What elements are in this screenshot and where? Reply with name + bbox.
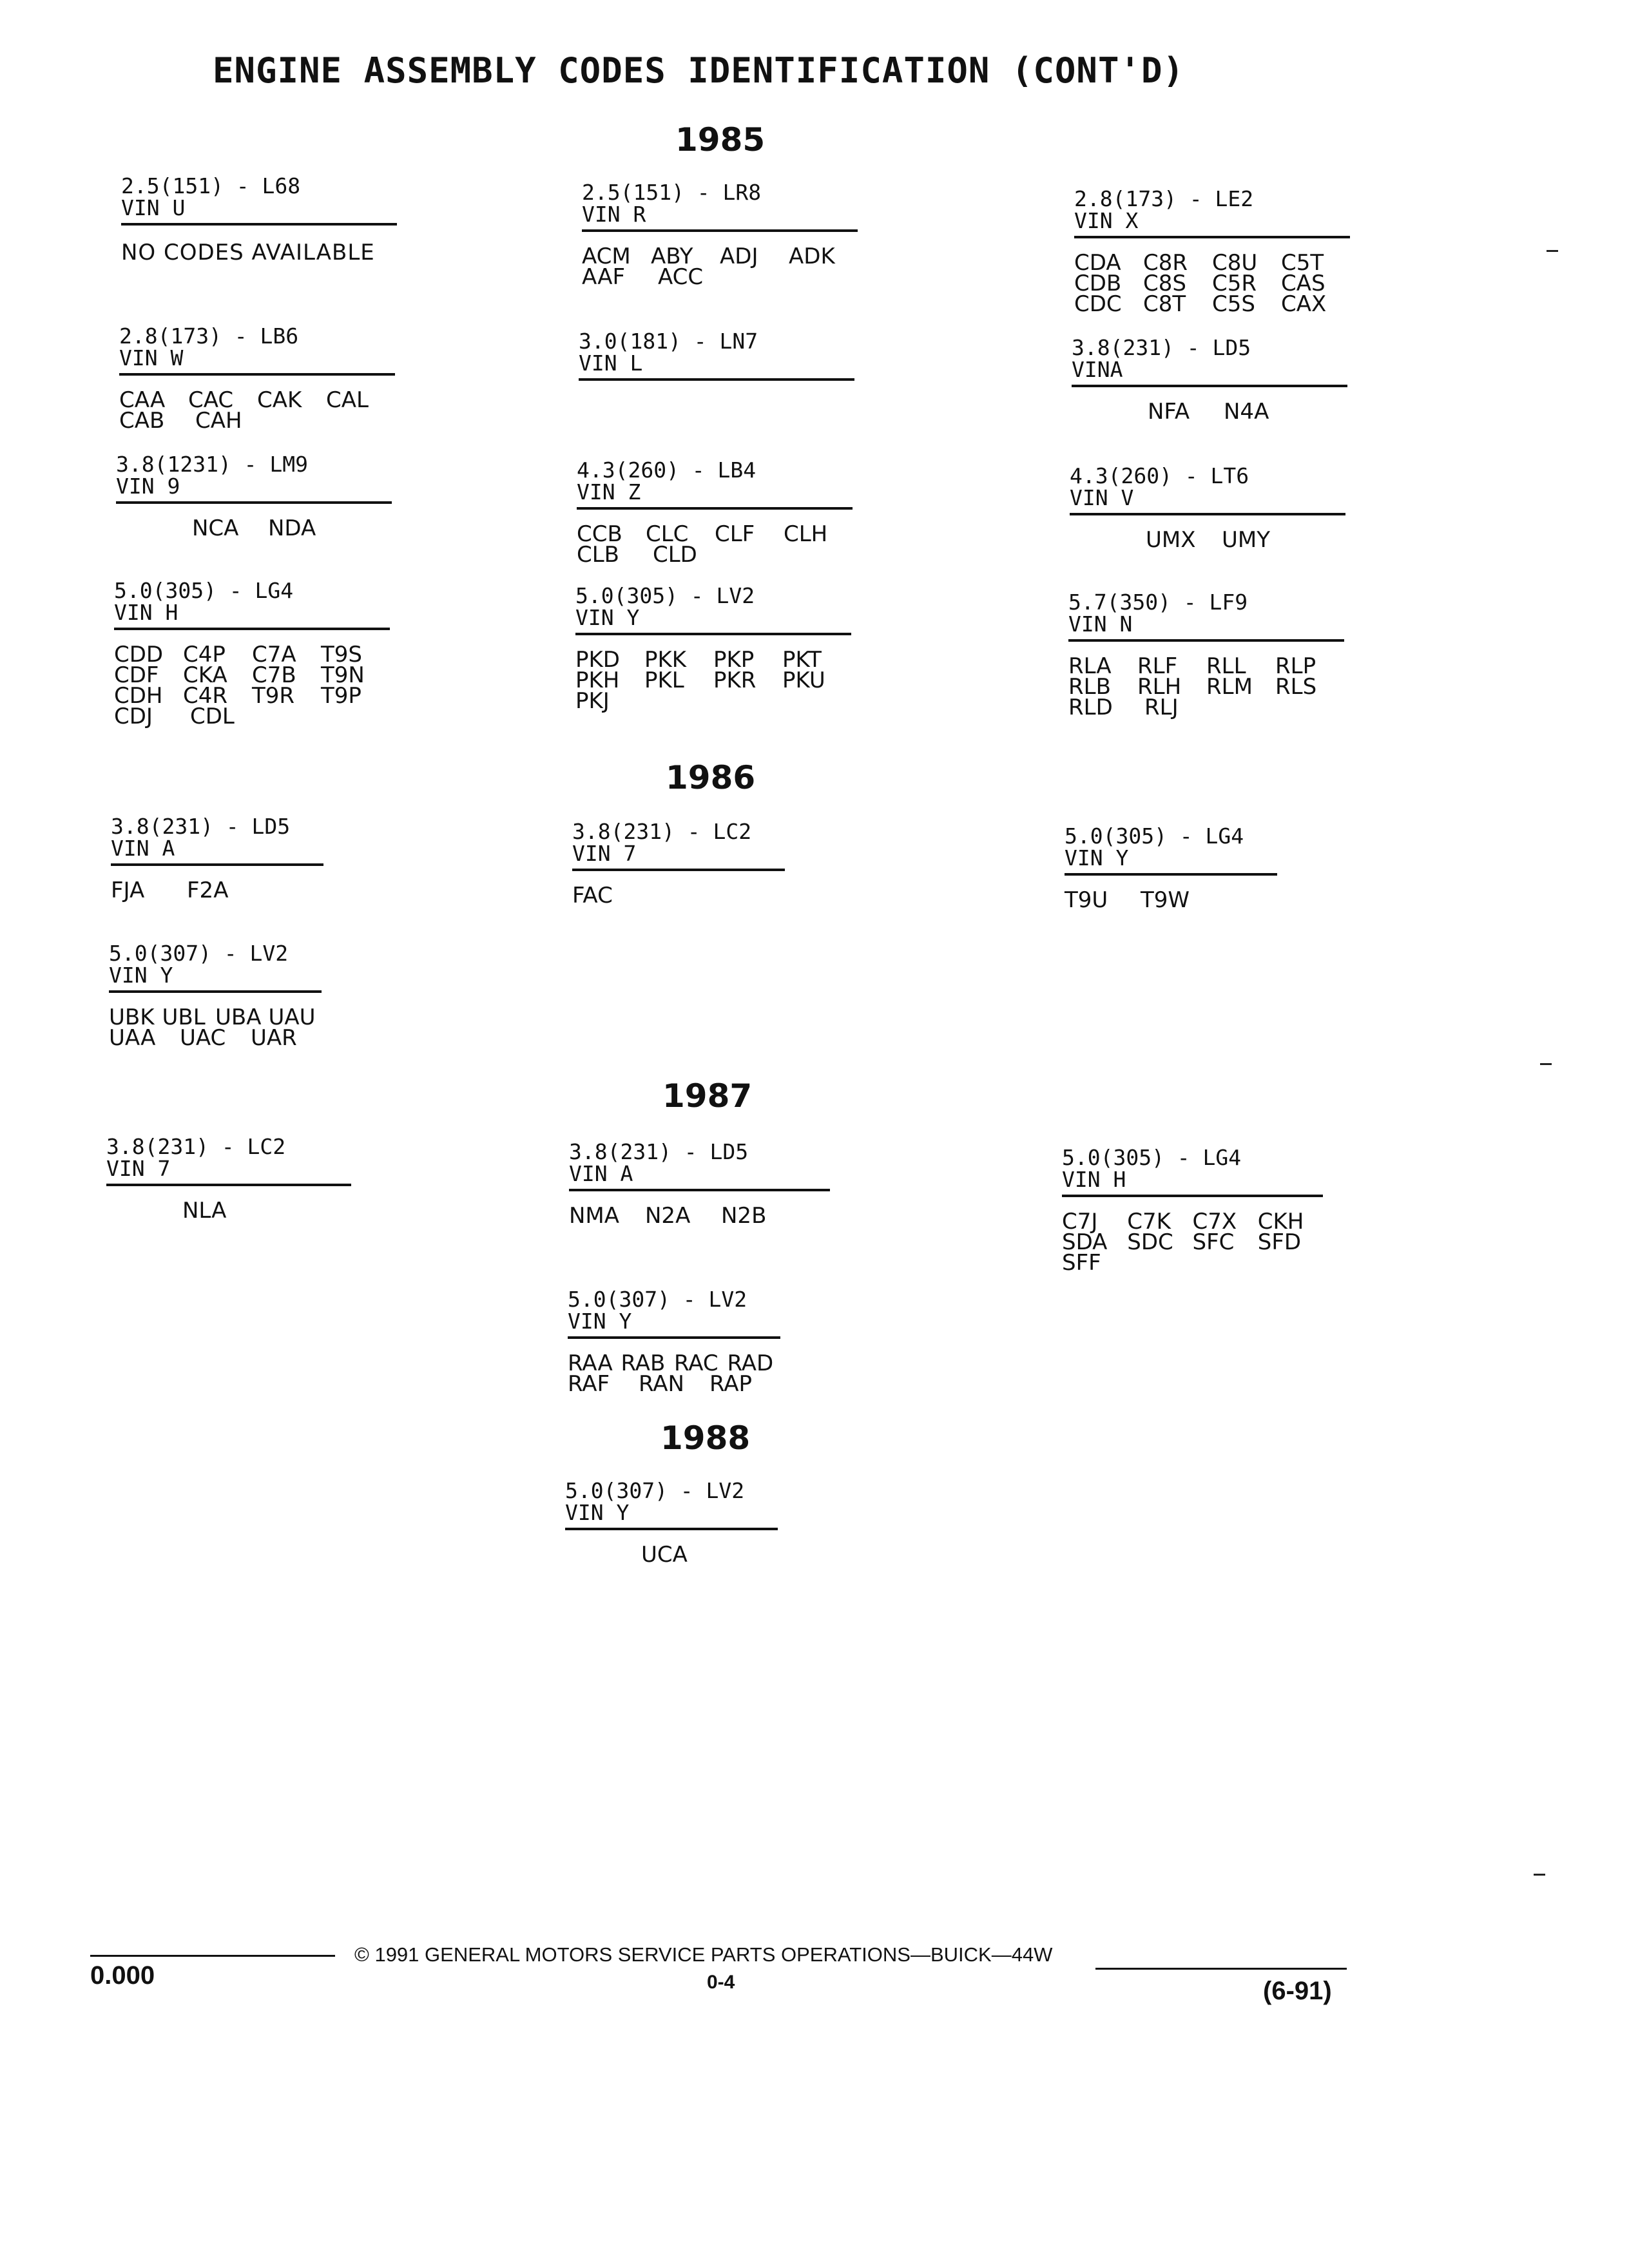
heading-underline bbox=[568, 1336, 780, 1339]
assembly-code: UCA bbox=[641, 1542, 688, 1568]
assembly-code: NDA bbox=[268, 515, 316, 541]
page-title: ENGINE ASSEMBLY CODES IDENTIFICATION (CONT'D) bbox=[213, 50, 1184, 91]
engine-heading: 5.0(307) - LV2 bbox=[565, 1478, 745, 1503]
heading-underline bbox=[1065, 873, 1277, 876]
code-list bbox=[1062, 1209, 1323, 1276]
vin-label: VIN Y bbox=[565, 1500, 630, 1525]
engine-block bbox=[111, 816, 323, 901]
engine-block bbox=[577, 457, 853, 568]
assembly-code: CAC bbox=[188, 387, 234, 413]
assembly-code: NLA bbox=[182, 1198, 227, 1224]
code-list bbox=[572, 885, 785, 906]
assembly-code: C7B bbox=[252, 662, 296, 688]
heading-underline bbox=[109, 990, 322, 993]
assembly-code: CAH bbox=[195, 408, 242, 434]
code-row bbox=[1062, 1229, 1323, 1255]
assembly-code: F2A bbox=[187, 878, 229, 903]
assembly-code: T9U bbox=[1065, 887, 1108, 913]
engine-heading: 2.5(151) - LR8 bbox=[582, 180, 762, 205]
assembly-code: C5T bbox=[1281, 250, 1324, 276]
heading-underline bbox=[114, 628, 390, 630]
assembly-code: CAK bbox=[257, 387, 302, 413]
heading-underline bbox=[1062, 1195, 1323, 1197]
engine-heading: 2.5(151) - L68 bbox=[121, 173, 301, 198]
assembly-code: UBA bbox=[215, 1004, 262, 1030]
heading-underline bbox=[116, 501, 392, 504]
code-list bbox=[114, 644, 390, 727]
vin-label: VIN W bbox=[119, 345, 184, 370]
code-row bbox=[1065, 887, 1277, 913]
footer-rule-left bbox=[90, 1955, 335, 1957]
code-list bbox=[1070, 527, 1345, 553]
heading-underline bbox=[579, 378, 854, 381]
engine-heading: 5.0(305) - LG4 bbox=[114, 578, 294, 603]
heading-underline bbox=[565, 1528, 778, 1530]
assembly-code: C5S bbox=[1212, 291, 1255, 317]
code-list bbox=[1068, 653, 1344, 720]
code-row bbox=[192, 515, 392, 541]
code-row bbox=[114, 706, 390, 727]
engine-block bbox=[1062, 1145, 1323, 1276]
vin-label: VIN X bbox=[1074, 208, 1139, 233]
engine-block bbox=[572, 821, 785, 906]
assembly-code: RAB bbox=[621, 1350, 666, 1376]
assembly-code: C7K bbox=[1127, 1209, 1171, 1235]
assembly-code: PKD bbox=[575, 647, 620, 673]
engine-heading: 5.0(307) - LV2 bbox=[568, 1287, 747, 1312]
heading-underline bbox=[119, 373, 395, 376]
assembly-code: PKT bbox=[782, 647, 822, 673]
assembly-code: RLS bbox=[1275, 674, 1317, 700]
assembly-code: C7X bbox=[1192, 1209, 1237, 1235]
vin-label: VIN 7 bbox=[572, 841, 637, 866]
assembly-code: SFC bbox=[1192, 1229, 1235, 1255]
engine-block bbox=[1065, 823, 1277, 913]
assembly-code: CKA bbox=[183, 662, 227, 688]
assembly-code: UBL bbox=[162, 1004, 206, 1030]
code-list bbox=[565, 1542, 778, 1568]
footer-revision-date: (6-91) bbox=[1263, 1977, 1332, 2005]
code-row bbox=[572, 885, 785, 906]
assembly-code: C8S bbox=[1143, 271, 1186, 296]
assembly-code: T9N bbox=[321, 662, 365, 688]
assembly-code: UAU bbox=[268, 1004, 316, 1030]
assembly-code: PKP bbox=[713, 647, 755, 673]
assembly-code: CCB bbox=[577, 521, 622, 547]
vin-label: VIN A bbox=[569, 1161, 633, 1186]
assembly-code: N4A bbox=[1224, 399, 1269, 425]
code-list bbox=[111, 880, 323, 901]
code-list bbox=[568, 1350, 780, 1397]
engine-block bbox=[109, 941, 322, 1051]
assembly-code: UAC bbox=[180, 1025, 226, 1051]
assembly-code: SDA bbox=[1062, 1229, 1108, 1255]
assembly-code: CDJ bbox=[114, 704, 153, 729]
engine-block bbox=[116, 454, 392, 539]
vin-label: VINA bbox=[1072, 357, 1123, 382]
assembly-code: RLD bbox=[1068, 695, 1113, 720]
engine-heading: 3.0(181) - LN7 bbox=[579, 329, 758, 354]
engine-block bbox=[1068, 591, 1344, 718]
vin-label: VIN Y bbox=[568, 1309, 632, 1334]
engine-block bbox=[565, 1478, 778, 1568]
assembly-code: RAF bbox=[568, 1371, 610, 1397]
assembly-code: RAP bbox=[709, 1371, 753, 1397]
year-heading-1986: 1986 bbox=[666, 759, 756, 796]
vin-label: VIN Y bbox=[109, 963, 173, 988]
engine-block bbox=[121, 175, 397, 265]
heading-underline bbox=[569, 1189, 830, 1191]
engine-heading: 5.0(307) - LV2 bbox=[109, 941, 289, 966]
assembly-code: CDF bbox=[114, 662, 159, 688]
assembly-code: ADJ bbox=[720, 244, 758, 269]
assembly-code: PKR bbox=[713, 668, 757, 693]
engine-heading: 4.3(260) - LB4 bbox=[577, 457, 757, 483]
code-row bbox=[114, 683, 390, 709]
heading-underline bbox=[582, 229, 858, 232]
code-list bbox=[109, 1004, 322, 1051]
assembly-code: CAA bbox=[119, 387, 166, 413]
no-codes-note: NO CODES AVAILABLE bbox=[121, 240, 375, 265]
vin-label: VIN 9 bbox=[116, 474, 180, 499]
assembly-code: RLA bbox=[1068, 653, 1112, 679]
code-row bbox=[111, 880, 323, 901]
assembly-code: CDH bbox=[114, 683, 163, 709]
assembly-code: CAS bbox=[1281, 271, 1325, 296]
assembly-code: ADK bbox=[789, 244, 835, 269]
assembly-code: RLL bbox=[1206, 653, 1246, 679]
year-heading-1987: 1987 bbox=[662, 1077, 753, 1115]
assembly-code: UMY bbox=[1222, 527, 1270, 553]
code-list bbox=[1065, 887, 1277, 913]
assembly-code: RAD bbox=[727, 1350, 774, 1376]
engine-heading: 3.8(231) - LD5 bbox=[1072, 335, 1251, 360]
code-list bbox=[569, 1203, 830, 1229]
assembly-code: PKK bbox=[644, 647, 687, 673]
assembly-code: C7A bbox=[252, 642, 296, 668]
assembly-code: CDB bbox=[1074, 271, 1122, 296]
code-list bbox=[1074, 250, 1350, 317]
footer-copyright: © 1991 GENERAL MOTORS SERVICE PARTS OPERATIONS—BUICK—44W bbox=[354, 1943, 1053, 1966]
code-row bbox=[109, 1025, 322, 1051]
code-row bbox=[119, 408, 395, 434]
vin-label: VIN U bbox=[121, 195, 186, 220]
vin-label: VIN H bbox=[1062, 1167, 1126, 1192]
engine-block bbox=[1072, 335, 1347, 425]
vin-label: VIN L bbox=[579, 351, 643, 376]
code-row bbox=[569, 1203, 830, 1229]
code-list bbox=[1072, 399, 1347, 425]
heading-underline bbox=[1070, 513, 1345, 515]
engine-heading: 2.8(173) - LB6 bbox=[119, 323, 299, 349]
heading-underline bbox=[106, 1184, 351, 1186]
assembly-code: CAB bbox=[119, 408, 165, 434]
footer-page-number: 0-4 bbox=[707, 1972, 735, 1993]
assembly-code: RAA bbox=[568, 1350, 613, 1376]
engine-heading: 3.8(231) - LD5 bbox=[111, 814, 291, 839]
assembly-code: NMA bbox=[569, 1203, 620, 1229]
code-list bbox=[116, 515, 392, 541]
assembly-code: UAA bbox=[109, 1025, 156, 1051]
assembly-code: UBK bbox=[109, 1004, 155, 1030]
code-list bbox=[577, 521, 853, 568]
margin-mark bbox=[1540, 1063, 1552, 1065]
code-row bbox=[577, 542, 853, 568]
assembly-code: CAX bbox=[1281, 291, 1327, 317]
assembly-code: T9W bbox=[1141, 887, 1190, 913]
assembly-code: RLH bbox=[1137, 674, 1182, 700]
code-row bbox=[1068, 697, 1344, 718]
engine-block bbox=[114, 580, 390, 727]
assembly-code: C4R bbox=[183, 683, 227, 709]
assembly-code: N2A bbox=[645, 1203, 691, 1229]
engine-block bbox=[568, 1287, 780, 1397]
vin-label: VIN A bbox=[111, 836, 175, 861]
engine-heading: 3.8(231) - LC2 bbox=[106, 1134, 286, 1159]
assembly-code: CLF bbox=[715, 521, 755, 547]
assembly-code: C8R bbox=[1143, 250, 1188, 276]
heading-underline bbox=[1068, 639, 1344, 642]
assembly-code: PKH bbox=[575, 668, 620, 693]
code-row bbox=[568, 1371, 780, 1397]
assembly-code: SDC bbox=[1127, 1229, 1173, 1255]
code-row bbox=[1074, 291, 1350, 317]
assembly-code: SFD bbox=[1257, 1229, 1302, 1255]
code-row bbox=[582, 264, 858, 290]
engine-heading: 3.8(1231) - LM9 bbox=[116, 452, 309, 477]
engine-heading: 3.8(231) - LC2 bbox=[572, 819, 752, 844]
engine-heading: 2.8(173) - LE2 bbox=[1074, 186, 1254, 211]
engine-block bbox=[1070, 463, 1345, 553]
assembly-code: RLF bbox=[1137, 653, 1178, 679]
footer-section-number: 0.000 bbox=[90, 1961, 155, 1990]
engine-block bbox=[569, 1139, 830, 1229]
code-row bbox=[1148, 399, 1347, 425]
vin-label: VIN 7 bbox=[106, 1156, 171, 1181]
heading-underline bbox=[1072, 385, 1347, 387]
assembly-code: CDA bbox=[1074, 250, 1121, 276]
assembly-code: SFF bbox=[1062, 1250, 1101, 1276]
assembly-code: PKL bbox=[644, 668, 684, 693]
vin-label: VIN V bbox=[1070, 485, 1134, 510]
code-row bbox=[182, 1198, 351, 1224]
engine-heading: 5.0(305) - LG4 bbox=[1065, 823, 1244, 849]
vin-label: VIN Y bbox=[575, 605, 640, 630]
code-row bbox=[1062, 1250, 1323, 1276]
heading-underline bbox=[577, 507, 853, 510]
assembly-code: ABY bbox=[651, 244, 693, 269]
code-list bbox=[119, 387, 395, 434]
engine-heading: 3.8(231) - LD5 bbox=[569, 1139, 749, 1164]
assembly-code: CLD bbox=[653, 542, 697, 568]
assembly-code: CDD bbox=[114, 642, 164, 668]
assembly-code: T9P bbox=[321, 683, 361, 709]
heading-underline bbox=[575, 633, 851, 635]
assembly-code: RAN bbox=[639, 1371, 684, 1397]
year-heading-1988: 1988 bbox=[660, 1419, 751, 1457]
vin-label: VIN Y bbox=[1065, 845, 1129, 870]
assembly-code: PKU bbox=[782, 668, 825, 693]
vin-label: VIN H bbox=[114, 600, 178, 625]
assembly-code: ACC bbox=[658, 264, 704, 290]
engine-block bbox=[106, 1134, 351, 1224]
assembly-code: T9S bbox=[321, 642, 362, 668]
assembly-code: PKJ bbox=[575, 688, 610, 714]
assembly-code: FJA bbox=[111, 878, 145, 903]
margin-mark bbox=[1547, 250, 1558, 252]
code-list bbox=[106, 1198, 351, 1224]
vin-label: VIN R bbox=[582, 202, 646, 227]
assembly-code: RLP bbox=[1275, 653, 1316, 679]
assembly-code: C5R bbox=[1212, 271, 1257, 296]
assembly-code: UAR bbox=[251, 1025, 297, 1051]
assembly-code: UMX bbox=[1146, 527, 1196, 553]
assembly-code: CDC bbox=[1074, 291, 1122, 317]
assembly-code: AAF bbox=[582, 264, 626, 290]
engine-heading: 4.3(260) - LT6 bbox=[1070, 463, 1249, 488]
assembly-code: RAC bbox=[674, 1350, 718, 1376]
code-list bbox=[582, 244, 858, 290]
vin-label: VIN Z bbox=[577, 479, 641, 505]
vin-label: VIN N bbox=[1068, 611, 1133, 637]
engine-heading: 5.0(305) - LG4 bbox=[1062, 1145, 1242, 1170]
assembly-code: NCA bbox=[192, 515, 239, 541]
assembly-code: ACM bbox=[582, 244, 631, 269]
engine-block bbox=[579, 331, 854, 381]
margin-mark bbox=[1534, 1874, 1545, 1876]
assembly-code: RLJ bbox=[1144, 695, 1179, 720]
engine-block bbox=[582, 180, 858, 290]
code-row bbox=[1146, 527, 1345, 553]
assembly-code: NFA bbox=[1148, 399, 1190, 425]
assembly-code: C7J bbox=[1062, 1209, 1098, 1235]
assembly-code: C8U bbox=[1212, 250, 1258, 276]
assembly-code: FAC bbox=[572, 883, 613, 908]
heading-underline bbox=[111, 863, 323, 866]
engine-block bbox=[119, 323, 395, 434]
assembly-code: CLC bbox=[646, 521, 689, 547]
assembly-code: RLM bbox=[1206, 674, 1253, 700]
heading-underline bbox=[121, 223, 397, 226]
assembly-code: CAL bbox=[326, 387, 369, 413]
assembly-code: T9R bbox=[252, 683, 295, 709]
heading-underline bbox=[1074, 236, 1350, 238]
engine-block bbox=[1074, 186, 1350, 317]
code-row bbox=[575, 688, 851, 714]
assembly-code: N2B bbox=[721, 1203, 767, 1229]
engine-heading: 5.7(350) - LF9 bbox=[1068, 590, 1248, 615]
assembly-code: CLH bbox=[784, 521, 828, 547]
assembly-code: CLB bbox=[577, 542, 620, 568]
assembly-code: CKH bbox=[1257, 1209, 1304, 1235]
heading-underline bbox=[572, 869, 785, 871]
assembly-code: RLB bbox=[1068, 674, 1111, 700]
year-heading-1985: 1985 bbox=[675, 121, 766, 159]
engine-block bbox=[575, 583, 851, 714]
code-row bbox=[575, 670, 851, 691]
code-list bbox=[575, 647, 851, 714]
engine-heading: 5.0(305) - LV2 bbox=[575, 583, 755, 608]
assembly-code: C4P bbox=[183, 642, 226, 668]
code-row bbox=[641, 1542, 778, 1568]
assembly-code: C8T bbox=[1143, 291, 1186, 317]
assembly-code: CDL bbox=[190, 704, 235, 729]
footer-rule-right bbox=[1095, 1968, 1347, 1970]
